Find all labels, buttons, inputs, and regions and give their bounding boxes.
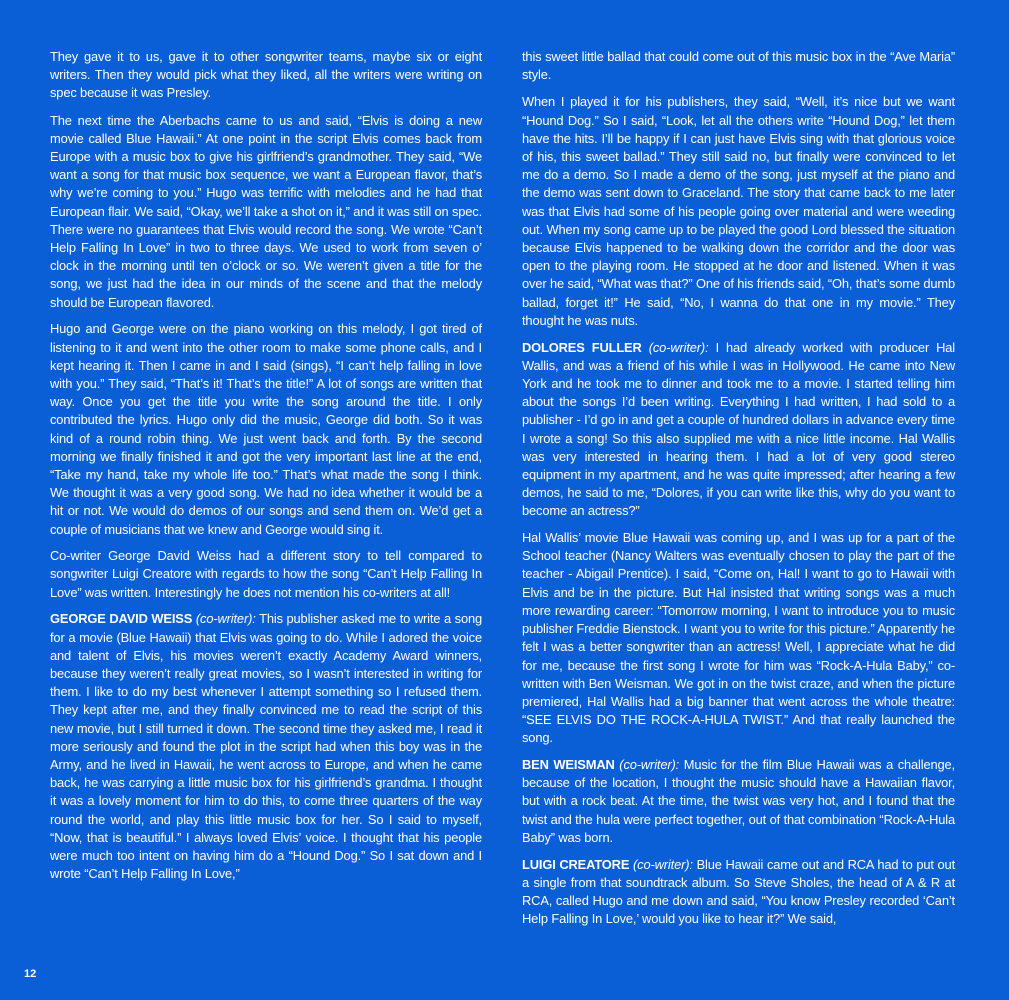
paragraph xyxy=(522,756,955,847)
left-column xyxy=(50,48,482,892)
page-number: 12 xyxy=(24,968,37,980)
paragraph: Hugo and George were on the piano working on this melody, I got tired of listening to it and went into the other room to make some phone calls, and I kept hearing it. Then I came in and I said (sings), “I can’t help falling in love with you.” They said, “That’s it! That’s the title!” A lot of songs are written that way. Once you get the title you write the song around the title. I only contributed the lyrics. Hugo only did the music, George did both. So it was kind of a round robin thing. We just went back and forth. By the second morning we finally finished it and got the very important last line at the end, “Take my hand, take my whole life too.” That’s what made the song I think. We thought it was a very good song. We had no idea whether it would be a hit or not. We would do demos of our songs and send them on. We’d get a couple of musicians that we knew and George would sing it. xyxy=(50,321,482,537)
paragraph: They gave it to us, gave it to other songwriter teams, maybe six or eight writers. Then they would pick what they liked, all the writers were writing on spec because it was Presley. xyxy=(50,49,482,101)
paragraph xyxy=(50,610,482,883)
speaker-name: LUIGI CREATORE xyxy=(522,856,630,872)
paragraph: When I played it for his publishers, they said, “Well, it’s nice but we want “Hound Dog.” So I said, “Look, let all the others write “Hound Dog,” let them have the hits. I’ll be happy if I can just have Elvis sing with that glorious voice of his, this sweet ballad.” They still said no, but finally were convinced to let me do a demo. So I made a demo of the song, just myself at the piano and the demo was sent down to Graceland. The story that came back to me later was that Elvis had some of his people going over material and were weeding out. When my song came up to be played the good Lord blessed the situation because Elvis happened to be walking down the corridor and the door was open to the playing room. He stopped at he door and listened. When it was over he said, “What was that?” One of his friends said, “Oh, that’s some dumb ballad, forget it!” He said, “No, I wanna do that one in my movie.” They thought he was nuts. xyxy=(522,94,955,328)
speaker-role: (co-writer): xyxy=(633,856,693,872)
paragraph xyxy=(522,339,955,521)
paragraph-text: I had already worked with producer Hal Wallis, and was a friend of his while I was in Hollywood. He came into New York and he took me to dinner and took me to a movie. I started telling him about the songs I’d been writing. Everything I had written, I had sold to a publisher - I’d go in and get a couple of hundred dollars in advance every time I wrote a song! So this also supplied me with a nice little income. Hal Wallis was very interested in hearing them. I had a lot of very good stereo equipment in my apartment, and he was quite impressed; after hearing a few demos, he said to me, “Dolores, if you can write like this, why do you want to become an actress?” xyxy=(522,339,956,519)
paragraph: this sweet little ballad that could come out of this music box in the “Ave Maria” style. xyxy=(522,49,955,83)
paragraph xyxy=(522,856,955,929)
right-column xyxy=(522,48,955,937)
speaker-role: (co-writer): xyxy=(619,757,680,773)
paragraph-text: This publisher asked me to write a song for a movie (Blue Hawaii) that Elvis was going to do. While I adored the voice and talent of Elvis, his movies weren’t exactly Academy Award winners, because they weren’t really great movies, so I wasn’t interested in writing for them. I like to do my best whenever I attempt something so I refused them. They kept after me, and they finally convinced me to read the script of this new movie, but I still turned it down. The second time they asked me, I read it more seriously and found the plot in the script had when this boy was in the Army, and he lived in Hawaii, he went across to Europe, and when he came back, he was carrying a little music box for his girlfriend’s grandma. I thought it was a lovely moment for him to do this, to come three quarters of the way round the world, and play this little music box for her. So I said to myself, “Now, that is beautiful.” I always loved Elvis’ voice. I thought that his people were much too intent on having him do a “Hound Dog.” So I sat down and I wrote “Can’t Help Falling In Love,” xyxy=(50,611,482,882)
speaker-role: (co-writer): xyxy=(648,339,709,355)
speaker-name: BEN WEISMAN xyxy=(522,757,615,773)
paragraph-text: Music for the film Blue Hawaii was a challenge, because of the location, I thought the music should have a Hawaiian flavor, but with a rock beat. At the time, the twist was very hot, and I found that the twist and the hula were perfect together, out of that combination “Rock-A-Hula Baby” was born. xyxy=(522,757,955,845)
speaker-role: (co-writer): xyxy=(195,611,256,627)
speaker-name: GEORGE DAVID WEISS xyxy=(50,611,193,627)
paragraph: Co-writer George David Weiss had a different story to tell compared to songwriter Luigi Creatore with regards to how the song “Can’t Help Falling In Love” was written. Interestingly he does not mention his co-writers at all! xyxy=(50,548,482,600)
paragraph: Hal Wallis’ movie Blue Hawaii was coming up, and I was up for a part of the School teacher (Nancy Walters was eventually chosen to play the part of the teacher - Abigail Prentice). I said, “Come on, Hal! I want to go to Hawaii with Elvis and be in the picture. But Hal insisted that writing songs was a much more rewarding career: “Tomorrow morning, I want to introduce you to music publisher Freddie Bienstock. I want you to write for this picture.” Apparently he felt I was a better songwriter than an actress! Well, I appreciate what he did for me, because the first song I wrote for him was “Rock-A-Hula Baby,” co-written with Ben Weisman. We got in on the twist craze, and when the picture premiered, Hal Wallis had a big banner that went across the whole theatre: “SEE ELVIS DO THE ROCK-A-HULA TWIST.” And that really launched the song. xyxy=(522,530,955,746)
paragraph: The next time the Aberbachs came to us and said, “Elvis is doing a new movie called Blue Hawaii.” At one point in the script Elvis comes back from Europe with a music box to give his girlfriend’s grandmother. They said, “We want a song for that music box sequence, we want a European flavor, that’s why we’re coming to you.” Hugo was terrific with melodies and he had that European flair. We said, “Okay, we’ll take a shot on it,” and it was still on spec. There were no guarantees that Elvis would record the song. We wrote “Can’t Help Falling In Love” in two to three days. We used to work from seven o’ clock in the morning until ten o’clock or so. We weren’t given a title for the song, we just had the idea in our minds of the scene and that the melody should be European flavored. xyxy=(50,112,483,310)
paragraph-text: Blue Hawaii came out and RCA had to put out a single from that soundtrack album. So Steve Sholes, the head of A & R at RCA, called Hugo and me down and said, “You know Presley recorded ‘Can’t Help Falling In Love,’ would you like to hear it?” We said, xyxy=(522,856,956,927)
speaker-name: DOLORES FULLER xyxy=(522,339,642,355)
